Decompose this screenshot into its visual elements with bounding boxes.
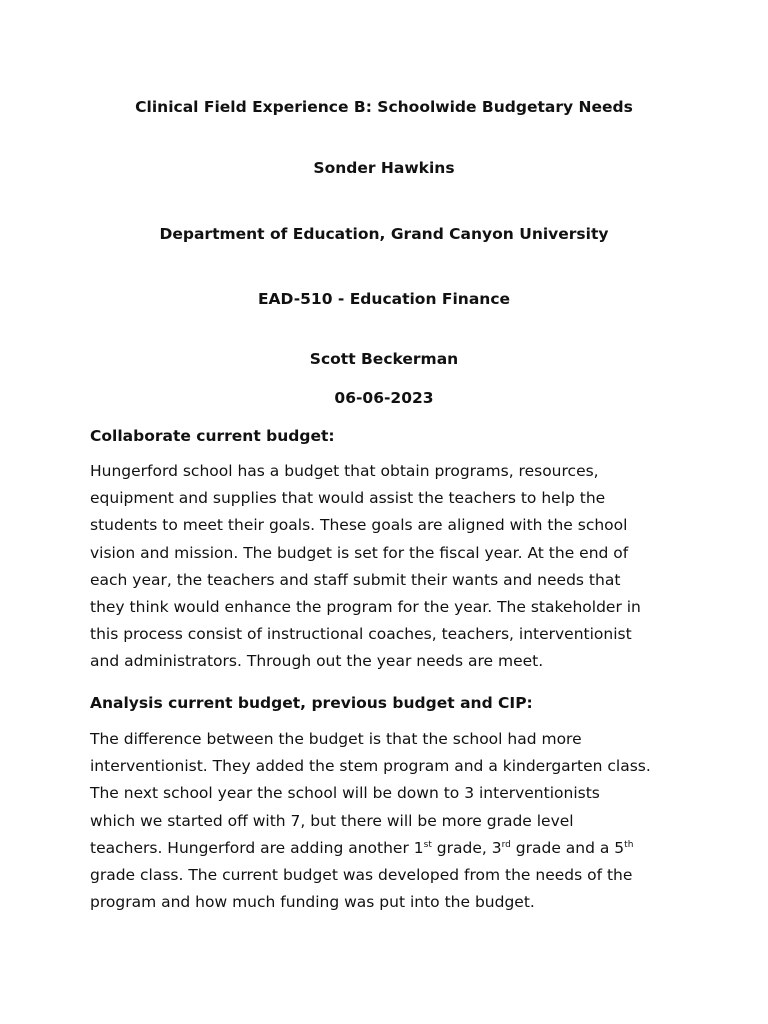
- document-date: 06-06-2023: [334, 389, 434, 407]
- paragraph-line: equipment and supplies that would assist the teachers to help the: [90, 489, 606, 508]
- text-run: grade, 3: [431, 838, 502, 857]
- section-heading-collaborate: Collaborate current budget:: [90, 427, 335, 445]
- paragraph-line: each year, the teachers and staff submit their wants and needs that: [90, 570, 621, 589]
- author-name: Sonder Hawkins: [313, 159, 455, 177]
- paragraph-line: and administrators. Through out the year needs are meet.: [90, 652, 544, 671]
- section-heading-analysis: Analysis current budget, previous budget and CIP:: [90, 694, 533, 712]
- ordinal-suffix: rd: [501, 839, 511, 850]
- paragraph-line: Hungerford school has a budget that obtain programs, resources,: [90, 462, 599, 480]
- paragraph-line: interventionist. They added the stem program and a kindergarten class.: [90, 757, 651, 776]
- paragraph-line: The next school year the school will be down to 3 interventionists: [90, 784, 600, 803]
- paragraph-line: which we started off with 7, but there will be more grade level: [90, 811, 574, 830]
- paragraph-line: students to meet their goals. These goals are aligned with the school: [90, 516, 628, 535]
- paragraph-line: The difference between the budget is that the school had more: [90, 730, 582, 748]
- section-paragraph-collaborate: [90, 458, 690, 676]
- paragraph-line-ordinals: [90, 835, 690, 862]
- text-run: teachers. Hungerford are adding another 1: [90, 838, 424, 857]
- ordinal-suffix: st: [423, 839, 432, 850]
- course-name: EAD-510 - Education Finance: [257, 290, 511, 308]
- paragraph-line: program and how much funding was put into the budget.: [90, 893, 535, 912]
- section-paragraph-analysis: [90, 726, 690, 916]
- paragraph-line: they think would enhance the program for the year. The stakeholder in: [90, 598, 641, 617]
- paragraph-line: vision and mission. The budget is set for the fiscal year. At the end of: [90, 543, 629, 562]
- document-title: Clinical Field Experience B: Schoolwide Budgetary Needs: [135, 98, 633, 116]
- ordinal-suffix: th: [624, 839, 634, 850]
- paragraph-line: grade class. The current budget was developed from the needs of the: [90, 866, 633, 885]
- instructor-name: Scott Beckerman: [309, 350, 459, 368]
- paragraph-line: this process consist of instructional coaches, teachers, interventionist: [90, 625, 632, 644]
- department-name: Department of Education, Grand Canyon University: [159, 225, 609, 243]
- text-run: grade and a 5: [510, 838, 625, 857]
